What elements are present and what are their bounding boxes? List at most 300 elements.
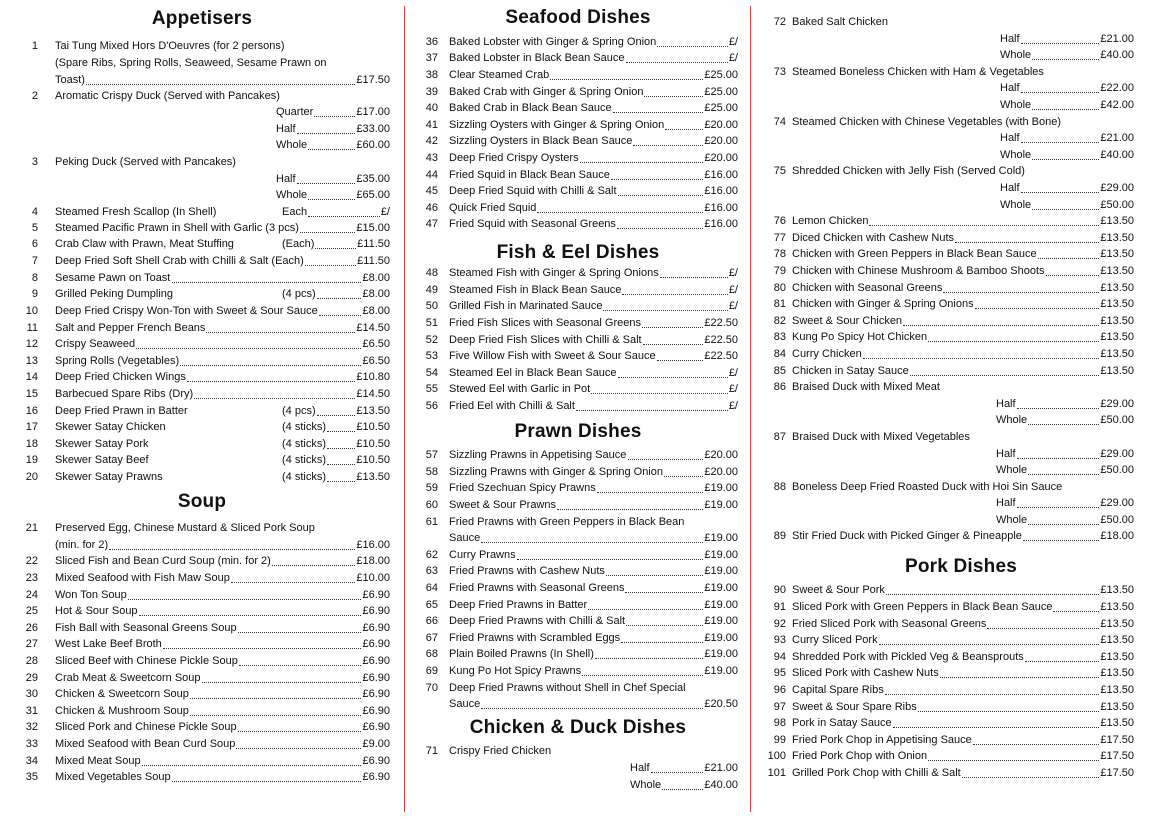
item-price: £13.50 bbox=[1100, 298, 1134, 310]
item-number: 20 bbox=[25, 471, 38, 483]
item-number: 11 bbox=[26, 322, 38, 334]
menu-item-58 bbox=[406, 464, 750, 481]
item-name: Crispy Seaweed bbox=[55, 338, 136, 350]
portion-label: Half bbox=[996, 398, 1016, 410]
item-price: £13.50 bbox=[356, 471, 390, 483]
menu-item-84 bbox=[752, 346, 1170, 363]
item-name: Quick Fried Squid bbox=[449, 202, 537, 214]
item-name: Mixed Meat Soup bbox=[55, 755, 141, 767]
item-name: (min. for 2) bbox=[55, 539, 109, 551]
item-number: 44 bbox=[425, 169, 438, 181]
item-price: £25.00 bbox=[704, 69, 738, 81]
item-price: £13.50 bbox=[1100, 265, 1134, 277]
item-price: £13.50 bbox=[1100, 232, 1134, 244]
item-number: 8 bbox=[31, 272, 38, 284]
menu-item-54 bbox=[406, 365, 750, 382]
item-name: Fried Sliced Pork with Seasonal Greens bbox=[792, 618, 987, 630]
item-number: 85 bbox=[773, 365, 786, 377]
item-name: Fried Szechuan Spicy Prawns bbox=[449, 482, 596, 494]
menu-item-24 bbox=[0, 587, 404, 604]
menu-item-9 bbox=[0, 286, 404, 303]
item-number: 19 bbox=[25, 454, 38, 466]
portion-label: Whole bbox=[996, 414, 1028, 426]
portion-label: (4 pcs) bbox=[282, 288, 316, 300]
item-price: £/ bbox=[728, 300, 738, 312]
item-name: Deep Fried Squid with Chilli & Salt bbox=[449, 185, 617, 197]
menu-item-31 bbox=[0, 703, 404, 720]
dot-leader bbox=[194, 398, 355, 399]
portion-label: Whole bbox=[1000, 99, 1032, 111]
item-name: Steamed Fish with Ginger & Spring Onions bbox=[449, 267, 659, 279]
item-name: Grilled Pork Chop with Chilli & Salt bbox=[792, 767, 961, 779]
menu-item-1 bbox=[0, 38, 404, 55]
item-number: 98 bbox=[773, 717, 786, 729]
menu-item-82 bbox=[752, 313, 1170, 330]
menu-item-14 bbox=[0, 369, 404, 386]
item-number: 78 bbox=[773, 248, 786, 260]
item-price: £6.50 bbox=[362, 355, 390, 367]
item-name: Deep Fried Prawns with Chilli & Salt bbox=[449, 615, 626, 627]
item-price: £6.90 bbox=[362, 705, 390, 717]
item-number: 10 bbox=[25, 305, 38, 317]
menu-item-5 bbox=[0, 220, 404, 237]
dot-leader bbox=[172, 282, 362, 283]
item-price: £13.50 bbox=[1100, 634, 1134, 646]
item-price: £6.90 bbox=[362, 605, 390, 617]
item-number: 95 bbox=[773, 667, 786, 679]
item-price: £20.00 bbox=[704, 466, 738, 478]
item-name: Grilled Peking Dumpling bbox=[55, 288, 173, 300]
dot-leader bbox=[595, 658, 703, 659]
item-price: £35.00 bbox=[356, 173, 390, 185]
menu-price-option bbox=[752, 180, 1170, 197]
item-price: £20.00 bbox=[704, 449, 738, 461]
item-number: 23 bbox=[25, 572, 38, 584]
portion-label: Each bbox=[282, 206, 308, 218]
item-name: Shredded Pork with Pickled Veg & Beansprouts bbox=[792, 651, 1024, 663]
menu-item-52 bbox=[406, 332, 750, 349]
item-number: 75 bbox=[773, 165, 786, 177]
menu-item-73 bbox=[752, 64, 1170, 81]
item-number: 14 bbox=[25, 371, 38, 383]
menu-item-6 bbox=[0, 236, 404, 253]
dot-leader bbox=[481, 708, 703, 709]
item-price: £13.50 bbox=[1100, 667, 1134, 679]
item-price: £11.50 bbox=[357, 255, 390, 267]
item-number: 71 bbox=[425, 745, 438, 757]
menu-item-44 bbox=[406, 167, 750, 184]
item-name: Deep Fried Prawns in Batter bbox=[449, 599, 588, 611]
item-price: £/ bbox=[728, 367, 738, 379]
dot-leader bbox=[180, 365, 361, 366]
dot-leader bbox=[1021, 92, 1100, 93]
menu-price-option bbox=[752, 47, 1170, 64]
item-name: Mixed Seafood with Bean Curd Soup bbox=[55, 738, 236, 750]
menu-item-43 bbox=[406, 150, 750, 167]
item-price: £/ bbox=[728, 52, 738, 64]
item-price: £29.00 bbox=[1100, 398, 1134, 410]
item-price: £6.90 bbox=[362, 755, 390, 767]
menu-item-12 bbox=[0, 336, 404, 353]
menu-item-89 bbox=[752, 528, 1170, 545]
item-price: £50.00 bbox=[1100, 514, 1134, 526]
item-number: 24 bbox=[25, 589, 38, 601]
menu-price-option bbox=[752, 446, 1170, 463]
item-number: 32 bbox=[25, 721, 38, 733]
portion-label: Whole bbox=[1000, 199, 1032, 211]
item-number: 89 bbox=[773, 530, 786, 542]
dot-leader bbox=[1028, 524, 1099, 525]
menu-price-option bbox=[752, 97, 1170, 114]
menu-item-continuation bbox=[406, 530, 750, 547]
menu-item-37 bbox=[406, 50, 750, 67]
item-name: Sweet & Sour Spare Ribs bbox=[792, 701, 917, 713]
item-number: 64 bbox=[425, 582, 438, 594]
menu-item-39 bbox=[406, 84, 750, 101]
menu-item-7 bbox=[0, 253, 404, 270]
dot-leader bbox=[1017, 507, 1100, 508]
dot-leader bbox=[1028, 474, 1099, 475]
item-number: 73 bbox=[773, 66, 786, 78]
item-name: Mixed Vegetables Soup bbox=[55, 771, 171, 783]
dot-leader bbox=[297, 133, 356, 134]
item-name: Deep Fried Crispy Won-Ton with Sweet & Sour Sauce bbox=[55, 305, 318, 317]
item-number: 90 bbox=[773, 584, 786, 596]
item-number: 88 bbox=[773, 481, 786, 493]
dot-leader bbox=[86, 84, 355, 85]
menu-item-35 bbox=[0, 769, 404, 786]
item-name: West Lake Beef Broth bbox=[55, 638, 162, 650]
item-name: Baked Salt Chicken bbox=[792, 16, 888, 28]
dot-leader bbox=[633, 145, 703, 146]
item-number: 16 bbox=[25, 405, 38, 417]
item-price: £29.00 bbox=[1100, 448, 1134, 460]
item-price: £18.00 bbox=[356, 555, 390, 567]
menu-item-97 bbox=[752, 699, 1170, 716]
dot-leader bbox=[109, 549, 355, 550]
item-number: 81 bbox=[773, 298, 786, 310]
item-price: £/ bbox=[728, 267, 738, 279]
item-number: 91 bbox=[773, 601, 786, 613]
item-name: Deep Fried Fish Slices with Chilli & Salt bbox=[449, 334, 642, 346]
item-name: Sweet & Sour Pork bbox=[792, 584, 885, 596]
item-price: £10.80 bbox=[356, 371, 390, 383]
dot-leader bbox=[202, 682, 362, 683]
menu-item-17 bbox=[0, 419, 404, 436]
item-name: Fish Ball with Seasonal Greens Soup bbox=[55, 622, 237, 634]
item-number: 69 bbox=[425, 665, 438, 677]
dot-leader bbox=[1032, 159, 1099, 160]
dot-leader bbox=[1032, 209, 1099, 210]
item-name: Fried Prawns with Cashew Nuts bbox=[449, 565, 605, 577]
menu-item-75 bbox=[752, 163, 1170, 180]
item-price: £19.00 bbox=[704, 499, 738, 511]
item-price: £8.00 bbox=[362, 305, 390, 317]
item-number: 97 bbox=[773, 701, 786, 713]
dot-leader bbox=[1028, 424, 1099, 425]
dot-leader bbox=[626, 625, 703, 626]
portion-label: (4 sticks) bbox=[282, 471, 326, 483]
dot-leader bbox=[588, 609, 703, 610]
item-name: Sliced Pork and Chinese Pickle Soup bbox=[55, 721, 237, 733]
item-price: £6.90 bbox=[362, 589, 390, 601]
item-number: 31 bbox=[25, 705, 38, 717]
item-name: Sweet & Sour Chicken bbox=[792, 315, 903, 327]
item-name: Deep Fried Prawns without Shell in Chef Special bbox=[449, 682, 686, 694]
menu-item-46 bbox=[406, 200, 750, 217]
dot-leader bbox=[885, 694, 1100, 695]
menu-item-83 bbox=[752, 329, 1170, 346]
menu-item-64 bbox=[406, 580, 750, 597]
menu-item-21 bbox=[0, 520, 404, 537]
menu-item-3 bbox=[0, 154, 404, 171]
dot-leader bbox=[1021, 192, 1100, 193]
dot-leader bbox=[314, 116, 355, 117]
item-name: Deep Fried Chicken Wings bbox=[55, 371, 186, 383]
item-price: £13.50 bbox=[356, 405, 390, 417]
item-price: £15.00 bbox=[356, 222, 390, 234]
item-price: £42.00 bbox=[1100, 99, 1134, 111]
portion-label: (Each) bbox=[282, 238, 315, 250]
item-price: £50.00 bbox=[1100, 464, 1134, 476]
item-price: £17.00 bbox=[356, 106, 390, 118]
item-price: £16.00 bbox=[704, 202, 738, 214]
menu-price-option bbox=[0, 104, 404, 121]
dot-leader bbox=[537, 212, 703, 213]
portion-label: Whole bbox=[630, 779, 662, 791]
item-name: Steamed Pacific Prawn in Shell with Garlic (3 pcs) bbox=[55, 222, 299, 234]
menu-item-65 bbox=[406, 597, 750, 614]
item-price: £6.90 bbox=[362, 771, 390, 783]
portion-label: (4 sticks) bbox=[282, 454, 326, 466]
item-price: £16.00 bbox=[704, 218, 738, 230]
item-price: £13.50 bbox=[1100, 684, 1134, 696]
menu-item-56 bbox=[406, 398, 750, 415]
item-name: Diced Chicken with Cashew Nuts bbox=[792, 232, 955, 244]
dot-leader bbox=[987, 628, 1099, 629]
item-price: £19.00 bbox=[704, 549, 738, 561]
menu-item-53 bbox=[406, 348, 750, 365]
item-name: Sesame Pawn on Toast bbox=[55, 272, 171, 284]
menu-item-81 bbox=[752, 296, 1170, 313]
dot-leader bbox=[238, 731, 362, 732]
menu-item-55 bbox=[406, 381, 750, 398]
item-price: £9.00 bbox=[362, 738, 390, 750]
dot-leader bbox=[317, 415, 356, 416]
dot-leader bbox=[172, 781, 362, 782]
dot-leader bbox=[582, 675, 703, 676]
item-price: £6.90 bbox=[362, 688, 390, 700]
menu-item-22 bbox=[0, 553, 404, 570]
item-name: Skewer Satay Beef bbox=[55, 454, 149, 466]
item-name: Aromatic Crispy Duck (Served with Pancakes) bbox=[55, 90, 280, 102]
dot-leader bbox=[973, 744, 1099, 745]
menu-item-19 bbox=[0, 452, 404, 469]
item-number: 74 bbox=[773, 116, 786, 128]
item-price: £13.50 bbox=[1100, 584, 1134, 596]
item-name: Won Ton Soup bbox=[55, 589, 127, 601]
portion-label: Half bbox=[1000, 33, 1020, 45]
item-name: Shredded Chicken with Jelly Fish (Served Cold) bbox=[792, 165, 1025, 177]
portion-label: Whole bbox=[1000, 149, 1032, 161]
menu-item-60 bbox=[406, 497, 750, 514]
item-price: £6.90 bbox=[362, 638, 390, 650]
item-number: 29 bbox=[25, 672, 38, 684]
menu-column-3 bbox=[752, 0, 1170, 819]
menu-item-78 bbox=[752, 246, 1170, 263]
menu-price-option bbox=[406, 760, 750, 777]
item-number: 60 bbox=[425, 499, 438, 511]
menu-item-40 bbox=[406, 100, 750, 117]
item-price: £21.00 bbox=[1100, 132, 1134, 144]
item-price: £22.50 bbox=[704, 334, 738, 346]
item-number: 22 bbox=[25, 555, 38, 567]
item-number: 53 bbox=[425, 350, 438, 362]
menu-price-option bbox=[0, 121, 404, 138]
menu-price-option bbox=[752, 31, 1170, 48]
item-number: 9 bbox=[31, 288, 38, 300]
item-price: £14.50 bbox=[356, 322, 390, 334]
column-divider bbox=[750, 6, 751, 812]
menu-item-23 bbox=[0, 570, 404, 587]
menu-price-option bbox=[0, 137, 404, 154]
menu-item-63 bbox=[406, 563, 750, 580]
item-name: Clear Steamed Crab bbox=[449, 69, 550, 81]
item-name: Skewer Satay Chicken bbox=[55, 421, 166, 433]
item-number: 55 bbox=[425, 383, 438, 395]
dot-leader bbox=[625, 592, 703, 593]
item-name: Boneless Deep Fried Roasted Duck with Hoi Sin Sauce bbox=[792, 481, 1063, 493]
item-number: 68 bbox=[425, 648, 438, 660]
menu-item-11 bbox=[0, 320, 404, 337]
item-price: £13.50 bbox=[1100, 331, 1134, 343]
section-heading-chicken-and-duck-dishes: Chicken & Duck Dishes bbox=[469, 717, 687, 738]
item-name: Grilled Fish in Marinated Sauce bbox=[449, 300, 603, 312]
dot-leader bbox=[657, 360, 704, 361]
portion-label: Half bbox=[1000, 132, 1020, 144]
item-number: 65 bbox=[425, 599, 438, 611]
portion-label: Half bbox=[996, 448, 1016, 460]
item-name: Baked Lobster with Ginger & Spring Onion bbox=[449, 36, 657, 48]
menu-item-15 bbox=[0, 386, 404, 403]
dot-leader bbox=[893, 727, 1100, 728]
item-price: £8.00 bbox=[362, 272, 390, 284]
menu-item-38 bbox=[406, 67, 750, 84]
item-number: 93 bbox=[773, 634, 786, 646]
item-price: £13.50 bbox=[1100, 248, 1134, 260]
menu-item-92 bbox=[752, 616, 1170, 633]
item-number: 27 bbox=[25, 638, 38, 650]
dot-leader bbox=[597, 492, 704, 493]
dot-leader bbox=[300, 232, 355, 233]
menu-price-option bbox=[752, 80, 1170, 97]
dot-leader bbox=[918, 711, 1100, 712]
menu-column-2 bbox=[406, 0, 750, 819]
portion-label: (4 sticks) bbox=[282, 438, 326, 450]
item-price: £10.50 bbox=[356, 438, 390, 450]
item-name: Chicken with Ginger & Spring Onions bbox=[792, 298, 974, 310]
item-price: £20.00 bbox=[704, 119, 738, 131]
item-price: £13.50 bbox=[1100, 315, 1134, 327]
item-number: 18 bbox=[25, 438, 38, 450]
menu-price-option bbox=[752, 197, 1170, 214]
item-number: 59 bbox=[425, 482, 438, 494]
menu-item-100 bbox=[752, 748, 1170, 765]
menu-item-27 bbox=[0, 636, 404, 653]
item-name: Fried Prawns with Seasonal Greens bbox=[449, 582, 625, 594]
item-price: £13.50 bbox=[1100, 701, 1134, 713]
dot-leader bbox=[206, 332, 355, 333]
dot-leader bbox=[517, 559, 704, 560]
dot-leader bbox=[231, 582, 355, 583]
item-name: Baked Lobster in Black Bean Sauce bbox=[449, 52, 625, 64]
item-name: Sweet & Sour Prawns bbox=[449, 499, 556, 511]
item-name: Stewed Eel with Garlic in Pot bbox=[449, 383, 591, 395]
item-name: Curry Sliced Pork bbox=[792, 634, 878, 646]
dot-leader bbox=[305, 265, 356, 266]
item-number: 79 bbox=[773, 265, 786, 277]
dot-leader bbox=[621, 642, 703, 643]
dot-leader bbox=[481, 542, 703, 543]
dot-leader bbox=[903, 325, 1099, 326]
item-number: 54 bbox=[425, 367, 438, 379]
item-price: £21.00 bbox=[1100, 33, 1134, 45]
item-number: 86 bbox=[773, 381, 786, 393]
item-number: 49 bbox=[425, 284, 438, 296]
item-name: Skewer Satay Prawns bbox=[55, 471, 163, 483]
item-number: 82 bbox=[773, 315, 786, 327]
item-name: Pork in Satay Sauce bbox=[792, 717, 892, 729]
dot-leader bbox=[863, 358, 1100, 359]
portion-label: (4 pcs) bbox=[282, 405, 316, 417]
item-name: Kung Po Hot Spicy Prawns bbox=[449, 665, 582, 677]
item-number: 4 bbox=[31, 206, 38, 218]
item-number: 3 bbox=[31, 156, 38, 168]
dot-leader bbox=[962, 777, 1100, 778]
item-price: £40.00 bbox=[1100, 149, 1134, 161]
item-number: 70 bbox=[425, 682, 438, 694]
menu-item-49 bbox=[406, 282, 750, 299]
menu-item-50 bbox=[406, 298, 750, 315]
item-number: 99 bbox=[773, 734, 786, 746]
menu-item-4 bbox=[0, 204, 404, 221]
menu-item-13 bbox=[0, 353, 404, 370]
item-number: 62 bbox=[425, 549, 438, 561]
dot-leader bbox=[606, 575, 703, 576]
item-name: Steamed Fresh Scallop (In Shell) bbox=[55, 206, 217, 218]
dot-leader bbox=[1021, 43, 1100, 44]
item-number: 87 bbox=[773, 431, 786, 443]
item-price: £65.00 bbox=[356, 189, 390, 201]
portion-label: Half bbox=[1000, 182, 1020, 194]
menu-item-47 bbox=[406, 216, 750, 233]
item-price: £/ bbox=[728, 383, 738, 395]
item-name: Stir Fried Duck with Picked Ginger & Pineapple bbox=[792, 530, 1022, 542]
item-price: £8.00 bbox=[362, 288, 390, 300]
item-name: Deep Fried Crispy Oysters bbox=[449, 152, 579, 164]
item-number: 1 bbox=[31, 40, 38, 52]
item-price: £16.00 bbox=[704, 169, 738, 181]
item-price: £11.50 bbox=[357, 238, 390, 250]
item-name: Five Willow Fish with Sweet & Sour Sauce bbox=[449, 350, 656, 362]
item-price: £17.50 bbox=[1100, 734, 1134, 746]
item-name: Sliced Pork with Cashew Nuts bbox=[792, 667, 939, 679]
item-price: £13.50 bbox=[1100, 618, 1134, 630]
item-number: 67 bbox=[425, 632, 438, 644]
menu-item-85 bbox=[752, 363, 1170, 380]
menu-item-32 bbox=[0, 719, 404, 736]
item-price: £6.90 bbox=[362, 622, 390, 634]
